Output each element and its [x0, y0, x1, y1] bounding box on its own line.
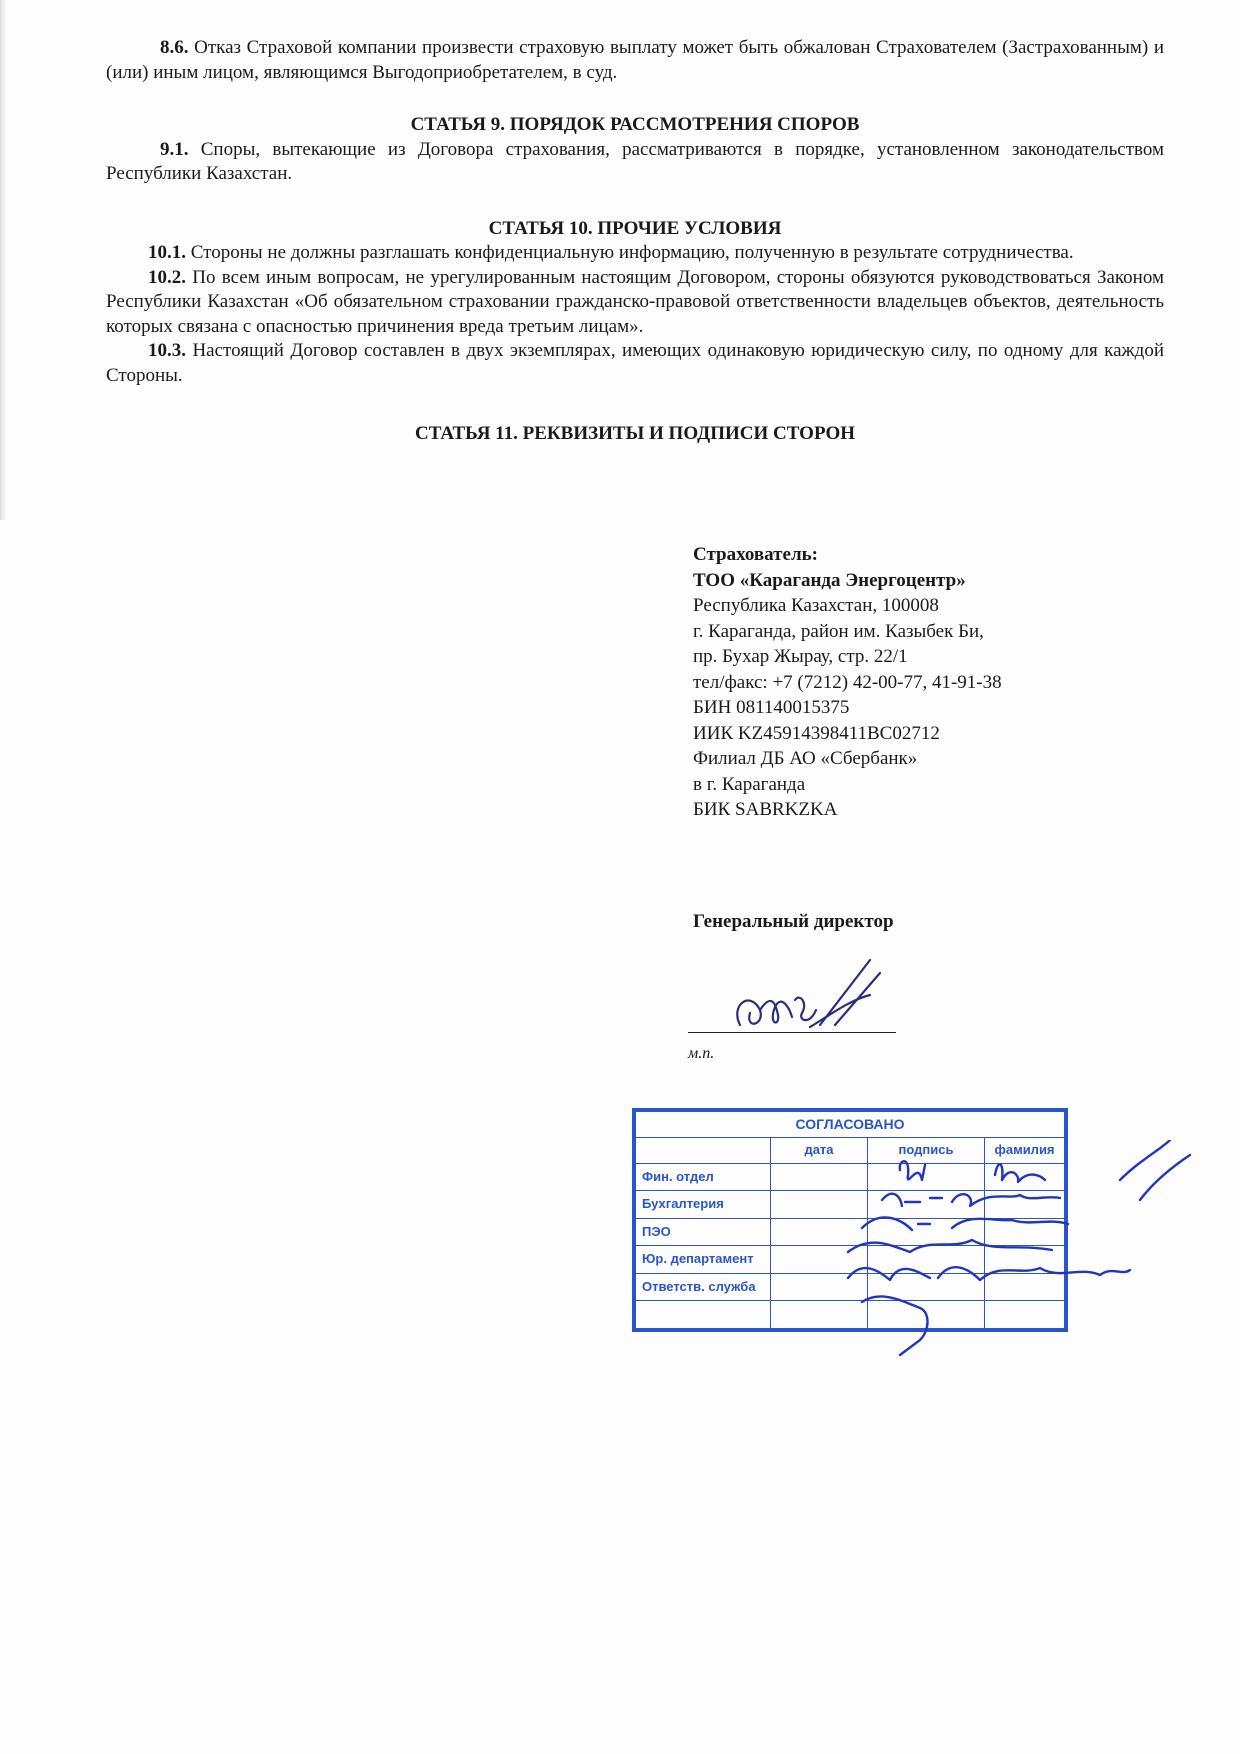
stamp-col-date: дата [771, 1137, 868, 1163]
paragraph-10-2 [106, 266, 1164, 340]
paragraph-10-3 [106, 339, 1164, 388]
paragraph-number: 9.1. [160, 138, 189, 160]
insured-bin: БИН 081140015375 [693, 697, 850, 718]
stamp-col-surname: фамилия [985, 1137, 1065, 1163]
insured-address-line-1: Республика Казахстан, 100008 [693, 595, 939, 616]
document-body [106, 36, 1164, 447]
approval-handwritten-signatures [600, 1140, 1220, 1370]
signature-line [688, 1032, 896, 1033]
paragraph-number: 10.1. [148, 242, 186, 263]
insured-iik: ИИК KZ45914398411BC02712 [693, 722, 940, 744]
stamp-row-label: Ответств. служба [636, 1273, 771, 1301]
insured-role: Страхователь: [693, 544, 818, 565]
stamp-row-label: Бухгалтерия [636, 1191, 771, 1219]
paragraph-text: По всем иным вопросам, не урегулированным настоящим Договором, стороны обязуются руководствоваться Законом Республики Казахстан «Об обязательном страховании гражданско-правовой ответственности владельцев объектов, деятельность которых связана с опасностью причинения вреда третьим лицам». [106, 266, 1164, 337]
insured-address-line-2: г. Караганда, район им. Казыбек Би, [693, 620, 984, 642]
article-11-heading: СТАТЬЯ 11. РЕКВИЗИТЫ И ПОДПИСИ СТОРОН [414, 423, 856, 444]
insured-address-line-3: пр. Бухар Жырау, стр. 22/1 [693, 646, 908, 667]
insured-requisites [693, 542, 1002, 823]
seal-mark: м.п. [688, 1045, 715, 1062]
insured-bik: БИК SABRKZKA [693, 799, 838, 820]
stamp-title: СОГЛАСОВАНО [636, 1112, 1065, 1138]
paragraph-text: Споры, вытекающие из Договора страхования, рассматриваются в порядке, установленном законодательством Республики Казахстан. [106, 138, 1164, 184]
stamp-col-signature: подпись [868, 1137, 985, 1163]
insured-bank: Филиал ДБ АО «Сбербанк» [693, 748, 918, 769]
paragraph-number: 10.2. [148, 266, 186, 288]
scan-edge-shadow [0, 0, 6, 520]
paragraph-number: 10.3. [148, 340, 186, 361]
insured-name: ТОО «Караганда Энергоцентр» [693, 569, 966, 591]
paragraph-number: 8.6. [160, 37, 189, 58]
stamp-row-label: ПЭО [636, 1218, 771, 1246]
stamp-row-label: Юр. департамент [636, 1246, 771, 1274]
paragraph-10-1 [106, 241, 1164, 266]
paragraph-text: Стороны не должны разглашать конфиденциальную информацию, полученную в результате сотрудничества. [186, 242, 1074, 263]
article-9-heading: СТАТЬЯ 9. ПОРЯДОК РАССМОТРЕНИЯ СПОРОВ [410, 114, 860, 135]
director-title: Генеральный директор [693, 911, 894, 932]
article-10-heading: СТАТЬЯ 10. ПРОЧИЕ УСЛОВИЯ [488, 217, 782, 239]
paragraph-text: Отказ Страховой компании произвести страховую выплату может быть обжалован Страхователем (Застрахованным) и (или) иным лицом, являющимся Выгодоприобретателем, в суд. [106, 37, 1164, 83]
insured-phone: тел/факс: +7 (7212) 42-00-77, 41-91-38 [693, 671, 1002, 693]
paragraph-8-6 [106, 36, 1164, 85]
insured-bank-city: в г. Караганда [693, 773, 806, 795]
paragraph-9-1 [106, 138, 1164, 187]
paragraph-text: Настоящий Договор составлен в двух экземплярах, имеющих одинаковую юридическую силу, по одному для каждой Стороны. [106, 340, 1164, 386]
stamp-row-label: Фин. отдел [636, 1163, 771, 1191]
